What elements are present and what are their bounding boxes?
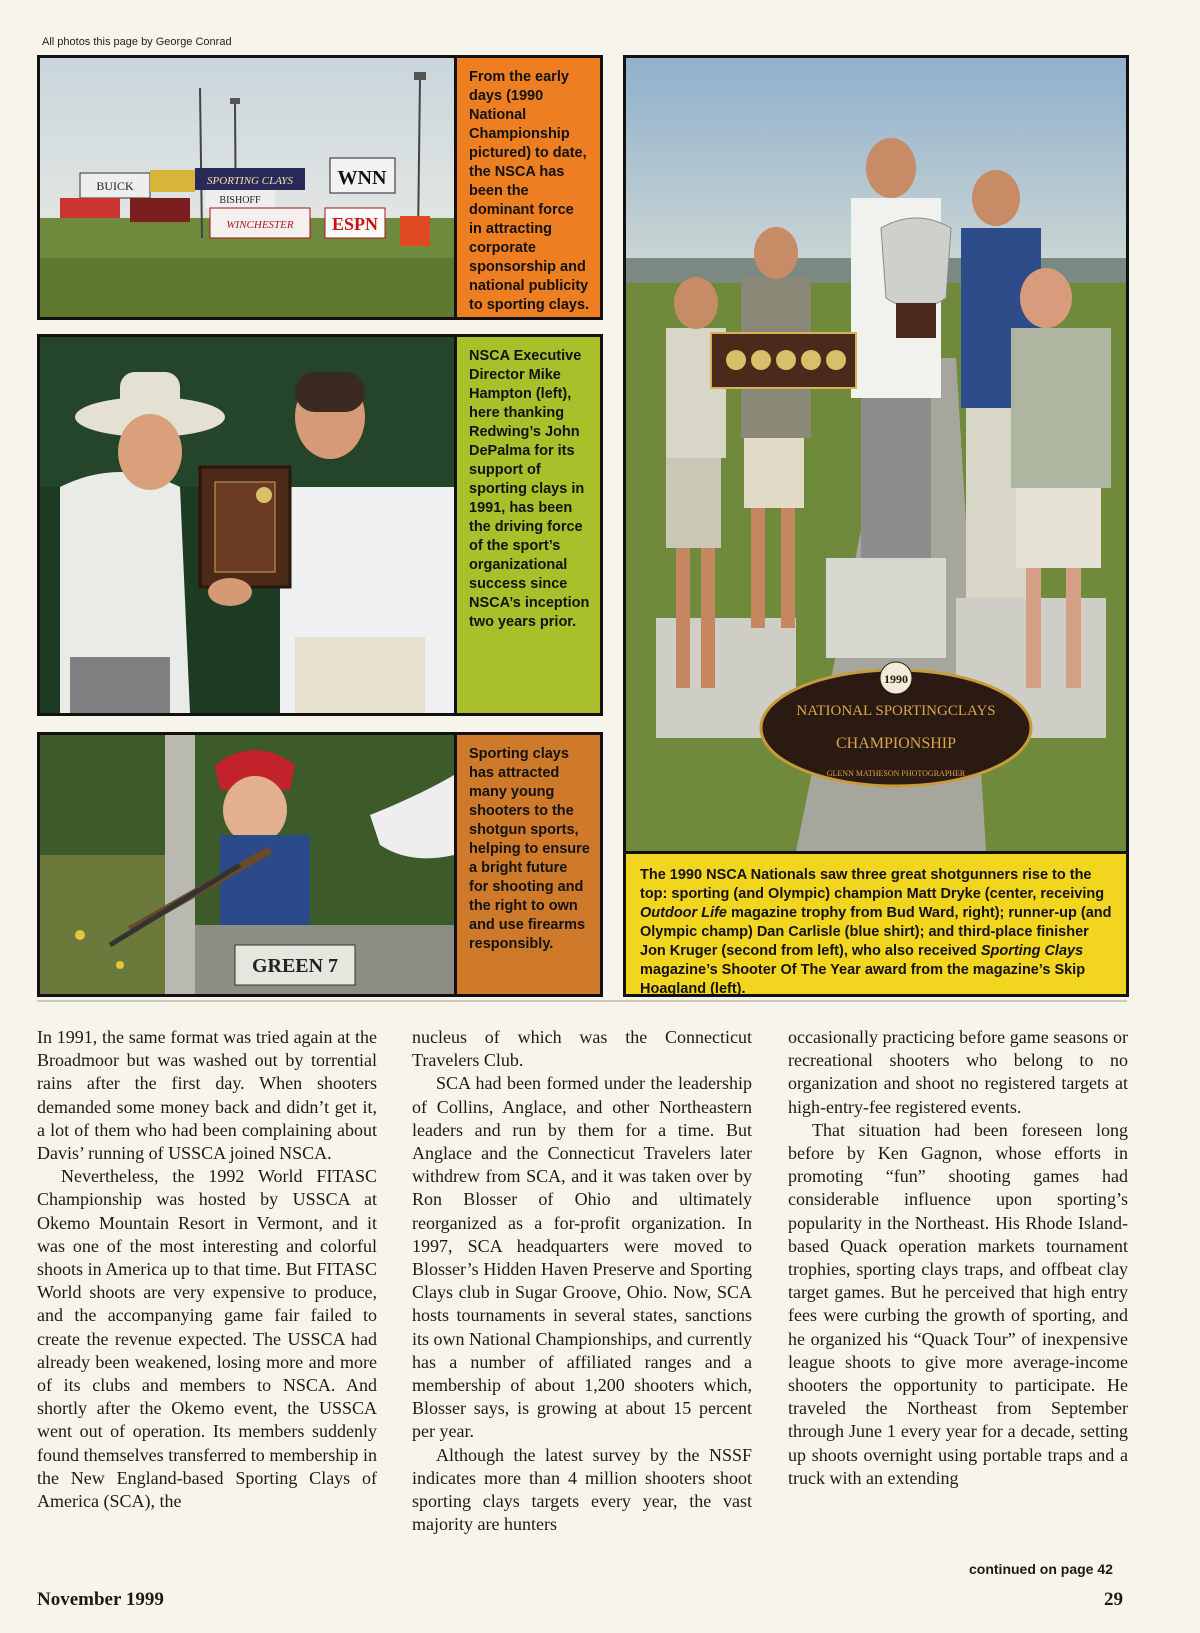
caption-youth: Sporting clays has attracted many young shooters to the shotgun sports, helping to ensure a bright future for shooting and the right to own and use firearms responsibly.	[457, 735, 600, 994]
paragraph: nucleus of which was the Connecticut Travelers Club.	[412, 1027, 752, 1071]
podium-sign-line3: GLENN MATHESON PHOTOGRAPHER	[826, 769, 966, 778]
continued-note: continued on page 42	[969, 1561, 1113, 1577]
paragraph: occasionally practicing before game seasons or recreational shooters who belong to no organization and shoot no registered targets at high-entry-fee registered events.	[788, 1027, 1128, 1117]
paragraph: That situation had been foreseen long before by Ken Gagnon, whose efforts in promoting “fun” shooting games had considerable influence upon sporting’s popularity in the Northeast. His Rhode Island-based Quack operation markets tournament trophies, sporting clays traps, and offbeat clay target games. But he perceived that high entry fees were curbing the growth of sporting, and he organized his “Quack Tour” of inexpensive league shoots to give more average-income shooters the opportunity to participate. He traveled the Northeast from September through June 1 every year for a decade, setting up shoots overnight using portable traps and a truck with an extending	[788, 1119, 1128, 1488]
podium-sign-line2: CHAMPIONSHIP	[835, 735, 957, 752]
banner-sporting-clays: SPORTING CLAYS	[207, 175, 293, 187]
podium-sign-year: 1990	[884, 672, 908, 686]
caption-plaque: NSCA Executive Director Mike Hampton (left), here thanking Redwing’s John DePalma for its support of sporting clays in 1991, has been the driving force of the sport’s organizational success since NSCA’s inception two years prior.	[457, 337, 600, 713]
banner-buick: BUICK	[96, 179, 134, 193]
caption-podium	[626, 854, 1126, 997]
podium-image	[626, 58, 1126, 851]
paragraph: In 1991, the same format was tried again at the Broadmoor but was washed out by torrential rains after the first day. When shooters demanded some money back and didn’t get it, a lot of them who had been complaining about Davis’ running of USSCA joined NSCA.	[37, 1027, 377, 1164]
banner-winchester: WINCHESTER	[226, 219, 294, 231]
caption-podium-part: The 1990 NSCA Nationals saw three great shotgunners rise to the top: sporting (and Olympic) champion Matt Dryke (center, receiving	[640, 867, 1105, 902]
footer-issue: November 1999	[37, 1589, 164, 1610]
banner-bishoff: BISHOFF	[219, 195, 261, 206]
youth-sign-text: GREEN 7	[251, 955, 339, 977]
banner-espn: ESPN	[331, 214, 379, 234]
caption-podium-italic: Outdoor Life	[640, 905, 727, 921]
banner-wnn: WNN	[337, 167, 387, 189]
photo-sponsors	[37, 55, 603, 320]
caption-sponsors: From the early days (1990 National Championship pictured) to date, the NSCA has been the dominant force in attracting corporate sponsorship and national publicity to sporting clays.	[457, 58, 600, 317]
paragraph: Although the latest survey by the NSSF indicates more than 4 million shooters shoot sporting clays targets every year, the vast majority are hunters	[412, 1444, 752, 1535]
paragraph: SCA had been formed under the leadership of Collins, Anglace, and other Northeastern leaders and run by them for a time. But Anglace and the Connecticut Travelers later withdrew from SCA, and it was taken over by Ron Blosser of Ohio and ultimately reorganized as a for-profit organization. In 1997, SCA headquarters were moved to Blosser’s Hidden Haven Preserve and Sporting Clays club in Sugar Groove, Ohio. Now, SCA hosts tournaments in several states, sanctions its own National Championships, and currently has a number of affiliated ranges and a membership of about 1,200 shooters which, Blosser says, is growing at about 15 percent per year.	[412, 1073, 752, 1442]
podium-sign-line1: NATIONAL SPORTINGCLAYS	[796, 703, 996, 719]
photo-podium	[623, 55, 1129, 997]
article-column-3	[788, 1026, 1128, 1490]
caption-podium-part: magazine’s Shooter Of The Year award from the magazine’s Skip Hoagland (left).	[640, 962, 1086, 997]
photo-credit: All photos this page by George Conrad	[42, 36, 232, 48]
youth-image	[40, 735, 454, 994]
photo-youth	[37, 732, 603, 997]
article-column-2	[412, 1026, 752, 1536]
article-column-1	[37, 1026, 377, 1513]
photo-plaque	[37, 334, 603, 716]
caption-podium-part: magazine trophy from Bud Ward, right); runner-up (and Olympic champ) Dan Carlisle (blue shirt); and third-place finisher Jon Kruger (second from left), who also received	[640, 905, 1112, 959]
sponsors-image	[40, 58, 454, 317]
page-number: 29	[1104, 1589, 1123, 1610]
plaque-image	[40, 337, 454, 713]
section-divider	[37, 1000, 1127, 1002]
paragraph: Nevertheless, the 1992 World FITASC Championship was hosted by USSCA at Okemo Mountain Resort in Vermont, and it was one of the most interesting and colorful shoots in America up to that time. But FITASC World shoots are very expensive to produce, and the accompanying game fair failed to create the revenue expected. The USSCA had already been weakened, losing more and more of its clubs and members to NSCA. And shortly after the Okemo event, the USSCA went out of operation. Its members suddenly found themselves transferred to membership in the New England-based Sporting Clays of America (SCA), the	[37, 1166, 377, 1512]
caption-podium-italic: Sporting Clays	[980, 943, 1084, 959]
